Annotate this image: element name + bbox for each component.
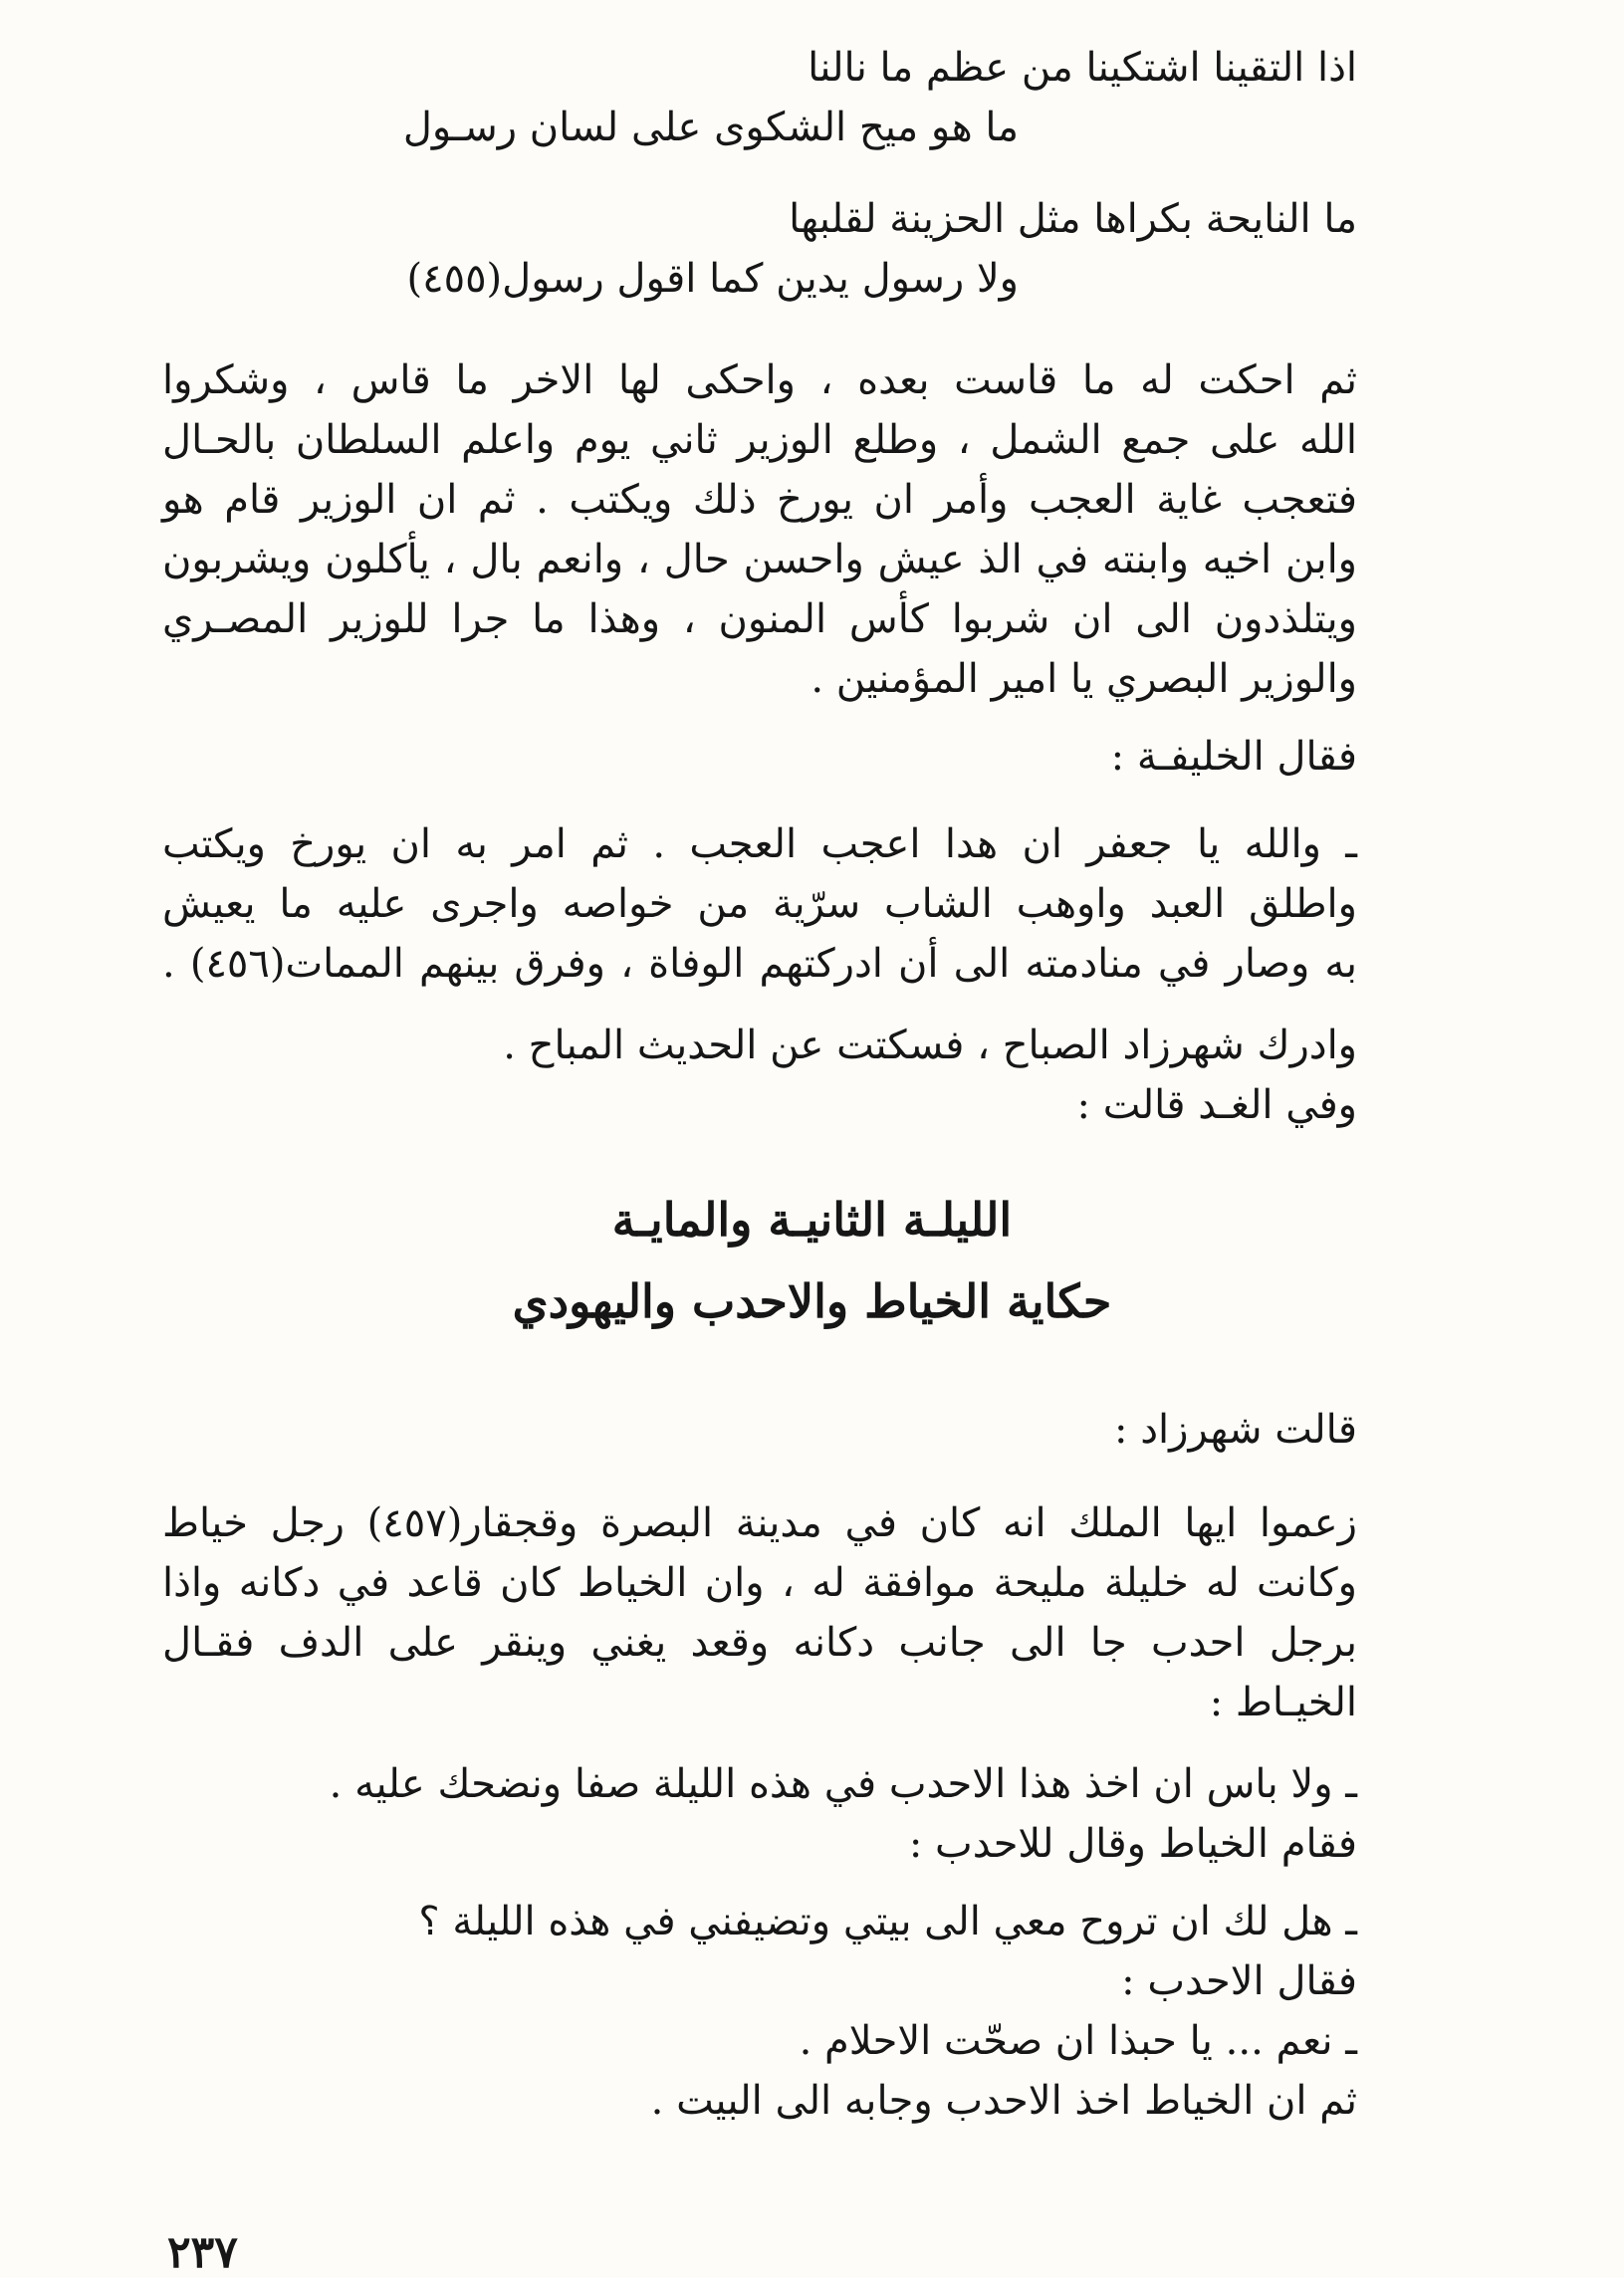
dialogue-1 — [162, 1754, 1357, 1874]
paragraph-line: فقال الاحدب : — [1121, 1958, 1357, 2004]
paragraph-line: وفي الغـد قالت : — [1076, 1082, 1357, 1128]
paragraph-3 — [162, 1493, 1357, 1732]
verse-line: ما النايحة بكراها مثل الحزينة لقلبها — [789, 196, 1357, 242]
paragraph-line: فقال الخليفـة : — [1110, 734, 1357, 780]
verse-line: ولا رسول يدين كما اقول رسول(٤٥٥) — [406, 256, 1019, 302]
paragraph-line: وادرك شهرزاد الصباح ، فسكتت عن الحديث المباح . — [503, 1023, 1357, 1068]
verse-2 — [262, 189, 1357, 309]
verse-line: اذا التقينا اشتكينا من عظم ما نالنا — [808, 45, 1357, 91]
caliph-said — [162, 727, 1357, 787]
paragraph-line: ـ ولا باس ان اخذ هذا الاحدب في هذه الليلة صفا ونضحك عليه . — [329, 1761, 1357, 1807]
paragraph-line: ـ نعم ... يا حبذا ان صحّت الاحلام . — [799, 2018, 1357, 2064]
paragraph-line: قالت شهرزاد : — [1114, 1407, 1357, 1453]
paragraph-line: ثم احكت له ما قاست بعده ، واحكى لها الاخر ما قاس ، وشكروا — [162, 357, 1357, 403]
paragraph-line: ـ والله يا جعفر ان هدا اعجب العجب . ثم امر به ان يورخ ويكتب — [162, 821, 1357, 867]
paragraph-line: ثم ان الخياط اخذ الاحدب وجابه الى البيت . — [650, 2078, 1357, 2124]
paragraph-line: برجل احدب جا الى جانب دكانه وقعد يغني وينقر على الدف فقـال — [162, 1620, 1357, 1666]
paragraph-line: زعموا ايها الملك انه كان في مدينة البصرة وقجقار(٤٥٧) رجل خياط — [162, 1500, 1357, 1546]
paragraph-line: به وصار في منادمته الى أن ادركتهم الوفاة ، وفرق بينهم الممات(٤٥٦) . — [162, 941, 1357, 987]
paragraph-line: ـ هل لك ان تروح معي الى بيتي وتضيفني في هذه الليلة ؟ — [418, 1899, 1357, 1944]
paragraph-line: وكانت له خليلة مليحة موافقة له ، وان الخياط كان قاعد في دكانه واذا — [162, 1560, 1357, 1606]
paragraph-line: الخيـاط : — [1209, 1680, 1357, 1725]
paragraph-line: واطلق العبد واوهب الشاب سرّية من خواصه واجرى عليه ما يعيش — [162, 881, 1357, 927]
dialogue-2 — [162, 1892, 1357, 2131]
dawn-paragraph — [162, 1016, 1357, 1135]
paragraph-2 — [162, 814, 1357, 994]
verse-1 — [262, 38, 1357, 157]
night-title: الليلـة الثانيـة والمايـة — [611, 1193, 1013, 1247]
verse-line: ما هو ميح الشكوى على لسان رسـول — [402, 105, 1019, 150]
paragraph-line: فتعجب غاية العجب وأمر ان يورخ ذلك ويكتب . ثم ان الوزير قام هو — [162, 477, 1357, 523]
scheherazade-said — [162, 1400, 1357, 1460]
paragraph-line: فقام الخياط وقال للاحدب : — [908, 1821, 1357, 1867]
page-number: ٢٣٧ — [167, 2227, 238, 2278]
paragraph-line: وابن اخيه وابنته في الذ عيش واحسن حال ، وانعم بال ، يأكلون ويشربون — [162, 537, 1358, 582]
paragraph-1 — [162, 350, 1357, 709]
paragraph-line: والوزير البصري يا امير المؤمنين . — [811, 656, 1357, 702]
paragraph-line: ويتلذدون الى ان شربوا كأس المنون ، وهذا ما جرا للوزير المصـري — [162, 596, 1357, 642]
paragraph-line: الله على جمع الشمل ، وطلع الوزير ثاني يوم واعلم السلطان بالحـال — [162, 417, 1357, 463]
tale-title: حكاية الخياط والاحدب واليهودي — [512, 1274, 1112, 1328]
